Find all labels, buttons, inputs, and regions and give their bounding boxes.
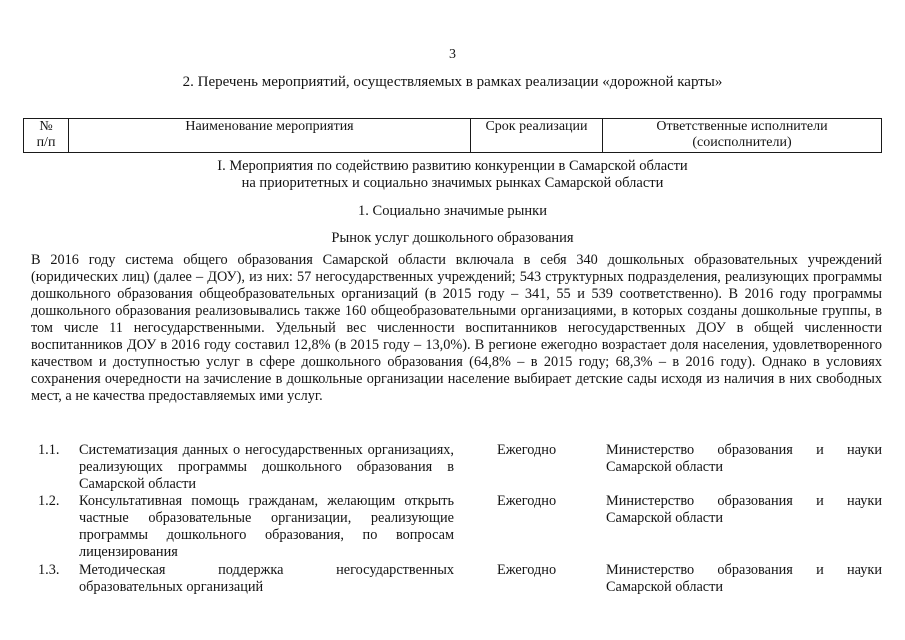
header-number-line2: п/п — [36, 135, 56, 150]
header-number-line1: № — [39, 119, 53, 134]
header-cell-period: Срок реализации — [471, 119, 603, 153]
header-cell-responsible — [603, 119, 882, 153]
item-period: Ежегодно — [497, 442, 557, 458]
part-heading-line1: I. Мероприятия по содействию развитию конкуренции в Самарской области — [217, 158, 688, 174]
item-name: Консультативная помощь гражданам, желающим открыть частные образовательные организации, реализующие программы дошкольного образования, по вопросам лицензирования — [79, 493, 454, 560]
item-name: Методическая поддержка негосударственных образовательных организаций — [79, 562, 454, 595]
page-number: 3 — [449, 47, 456, 62]
item-period: Ежегодно — [497, 562, 557, 578]
section-title: 2. Перечень мероприятий, осуществляемых в рамках реализации «дорожной карты» — [182, 74, 723, 90]
part-heading-line2: на приоритетных и социально значимых рынках Самарской области — [241, 175, 664, 191]
item-number: 1.2. — [38, 493, 60, 509]
item-period: Ежегодно — [497, 493, 557, 509]
item-number: 1.3. — [38, 562, 60, 578]
header-responsible-line1: Ответственные исполнители — [656, 119, 828, 134]
item-responsible: Министерство образования и науки Самарской области — [606, 442, 882, 475]
item-number: 1.1. — [38, 442, 60, 458]
item-name: Систематизация данных о негосударственных организациях, реализующих программы дошкольного образования в Самарской области — [79, 442, 454, 492]
item-responsible: Министерство образования и науки Самарской области — [606, 493, 882, 526]
table-header — [23, 118, 882, 153]
market-heading: Рынок услуг дошкольного образования — [331, 230, 574, 246]
header-responsible-line2: (соисполнители) — [692, 135, 792, 150]
intro-paragraph: В 2016 году система общего образования Самарской области включала в себя 340 дошкольных образовательных учреждений (юридических лиц) (далее – ДОУ), из них: 57 негосударственных учреждений; 543 структурных подразделения, реализующих программы дошкольного образования общеобразовательных организаций (в 2015 году – 341, 55 и 539 соответственно). В 2016 году программы дошкольного образования реализовывались также 160 общеобразовательными организациями, в которых созданы дошкольные группы, в том числе 11 негосударственными. Удельный вес численности воспитанников негосударственных ДОУ в общей численности воспитанников ДОУ в 2016 году составил 12,8% (в 2015 году – 13,0%). В регионе ежегодно возрастает доля населения, удовлетворенного качеством и доступностью услуг в сфере дошкольного образования (64,8% – в 2015 году; 68,3% – в 2016 году). Однако в условиях сохранения очередности на зачисление в дошкольные организации население выбирает детские сады исходя из наличия в них свободных мест, а не качества предоставляемых ими услуг. — [31, 252, 882, 404]
header-cell-name: Наименование мероприятия — [69, 119, 471, 153]
header-cell-number — [24, 119, 69, 153]
item-responsible: Министерство образования и науки Самарской области — [606, 562, 882, 595]
subsection-heading: 1. Социально значимые рынки — [358, 203, 547, 219]
part-heading — [0, 158, 905, 192]
